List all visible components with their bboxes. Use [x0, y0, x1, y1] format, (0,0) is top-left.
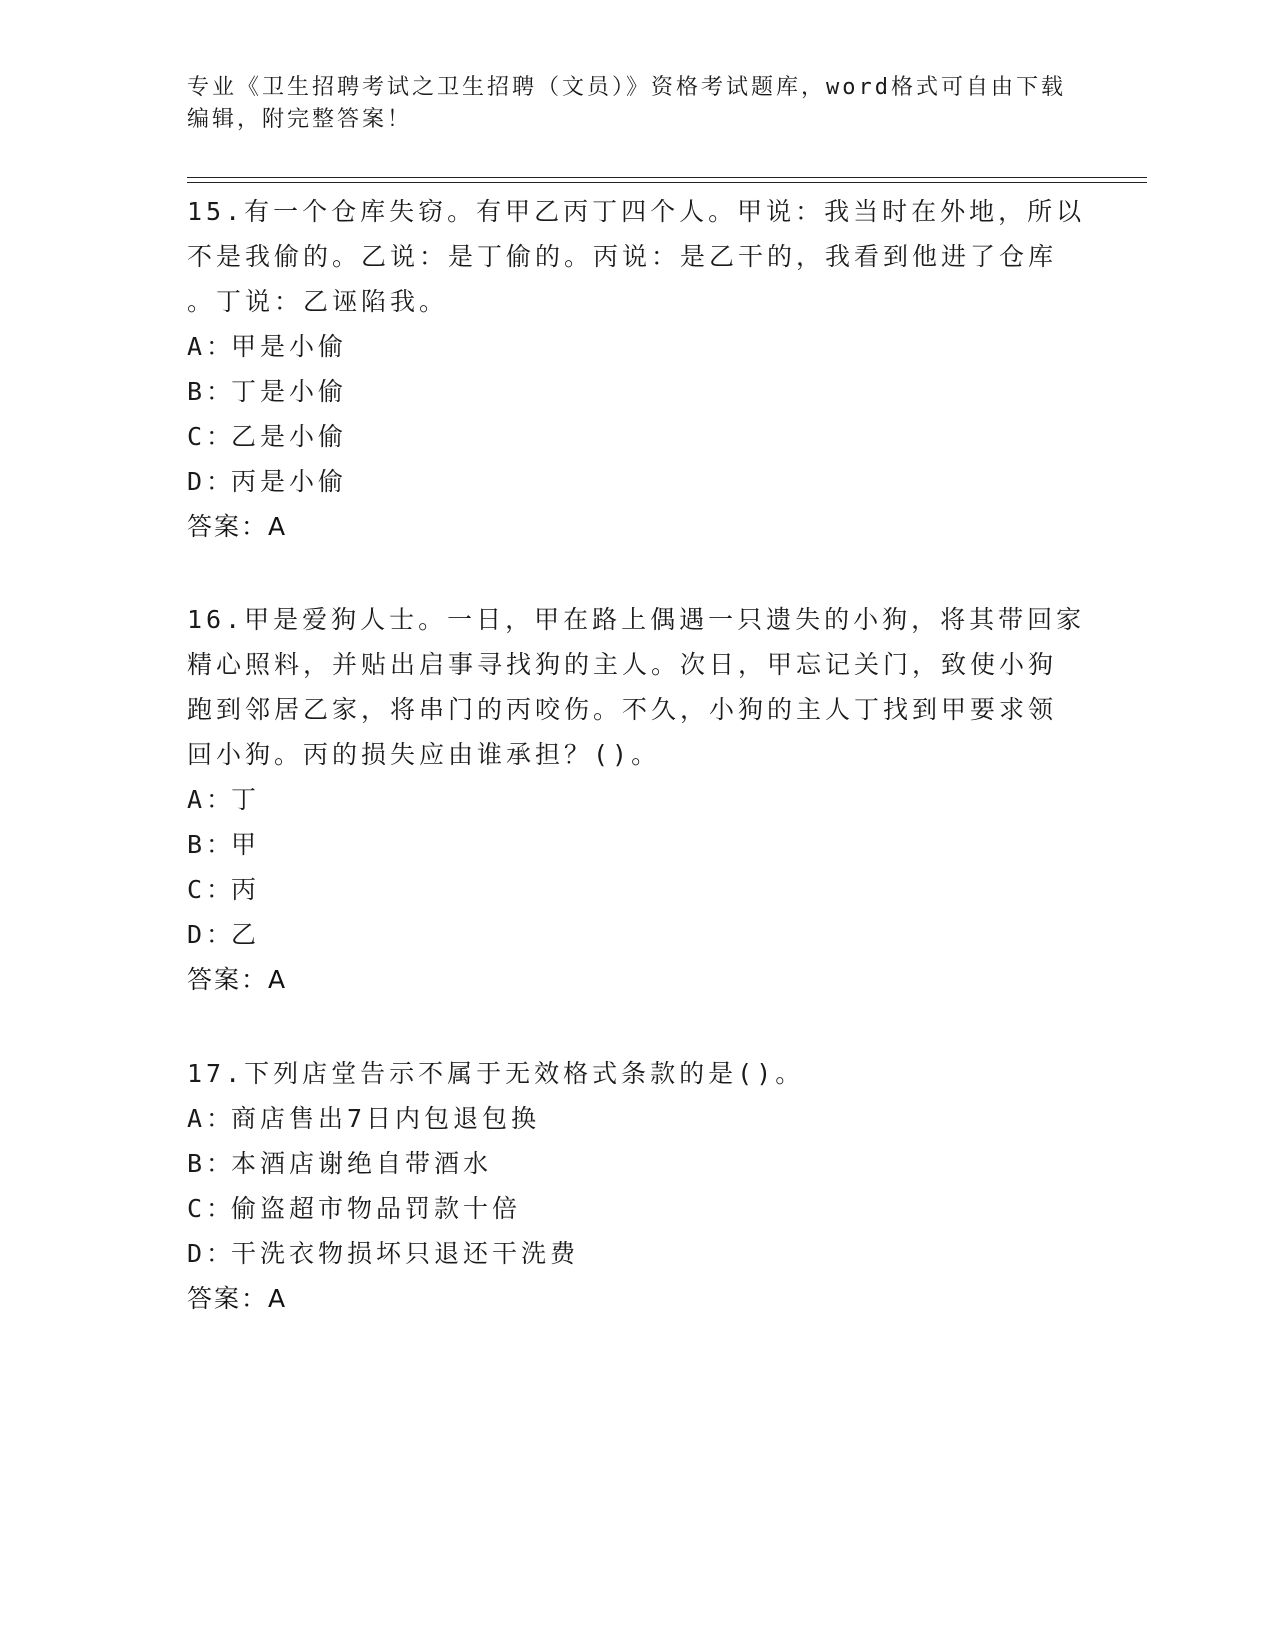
option-text: 乙 [231, 920, 261, 949]
option-key: D： [187, 467, 236, 496]
question-16 [187, 597, 1087, 1002]
answer-line: 答案：A [187, 512, 288, 541]
option-key: C： [187, 1194, 236, 1223]
question-stem-line: 回小狗。丙的损失应由谁承担？()。 [187, 740, 661, 769]
option-text: 偷盗超市物品罚款十倍 [231, 1194, 522, 1223]
question-stem-line: 16.甲是爱狗人士。一日，甲在路上偶遇一只遗失的小狗，将其带回家 [187, 605, 1086, 634]
option-b [187, 822, 1087, 867]
header-line-1: 专业《卫生招聘考试之卫生招聘（文员）》资格考试题库，word格式可自由下载 [187, 75, 1066, 100]
option-text: 丙 [231, 875, 261, 904]
option-text: 丁是小偷 [231, 377, 348, 406]
question-stem-line: 不是我偷的。乙说：是丁偷的。丙说：是乙干的，我看到他进了仓库 [187, 242, 1058, 271]
option-a [187, 777, 1087, 822]
question-17 [187, 1051, 1087, 1321]
option-key: B： [187, 377, 236, 406]
option-a [187, 1096, 1087, 1141]
option-text: 丁 [231, 785, 261, 814]
question-stem-line: 精心照料，并贴出启事寻找狗的主人。次日，甲忘记关门，致使小狗 [187, 650, 1058, 679]
option-key: A： [187, 1104, 236, 1133]
header-divider-top [187, 177, 1147, 178]
option-key: A： [187, 332, 236, 361]
option-text: 丙是小偷 [231, 467, 348, 496]
question-stem-line: 15.有一个仓库失窃。有甲乙丙丁四个人。甲说：我当时在外地，所以 [187, 197, 1086, 226]
option-c [187, 1186, 1087, 1231]
question-stem-line: 17.下列店堂告示不属于无效格式条款的是()。 [187, 1059, 805, 1088]
option-b [187, 369, 1087, 414]
question-stem-line: 跑到邻居乙家，将串门的丙咬伤。不久，小狗的主人丁找到甲要求领 [187, 695, 1058, 724]
header-divider-bottom [187, 182, 1147, 183]
option-text: 乙是小偷 [231, 422, 348, 451]
option-b [187, 1141, 1087, 1186]
option-key: C： [187, 875, 236, 904]
option-d [187, 912, 1087, 957]
option-key: D： [187, 920, 236, 949]
option-key: A： [187, 785, 236, 814]
option-d [187, 1231, 1087, 1276]
document-header [187, 72, 1087, 136]
option-key: B： [187, 1149, 236, 1178]
question-stem-line: 。丁说：乙诬陷我。 [187, 287, 449, 316]
option-c [187, 867, 1087, 912]
option-text: 商店售出7日内包退包换 [231, 1104, 541, 1133]
header-line-2: 编辑，附完整答案！ [187, 107, 413, 132]
option-d [187, 459, 1087, 504]
option-text: 甲 [231, 830, 261, 859]
option-key: B： [187, 830, 236, 859]
question-15 [187, 189, 1087, 549]
answer-line: 答案：A [187, 965, 288, 994]
option-c [187, 414, 1087, 459]
option-key: D： [187, 1239, 236, 1268]
answer-line: 答案：A [187, 1284, 288, 1313]
option-a [187, 324, 1087, 369]
option-text: 本酒店谢绝自带酒水 [231, 1149, 493, 1178]
option-key: C： [187, 422, 236, 451]
option-text: 甲是小偷 [231, 332, 348, 361]
option-text: 干洗衣物损坏只退还干洗费 [231, 1239, 580, 1268]
